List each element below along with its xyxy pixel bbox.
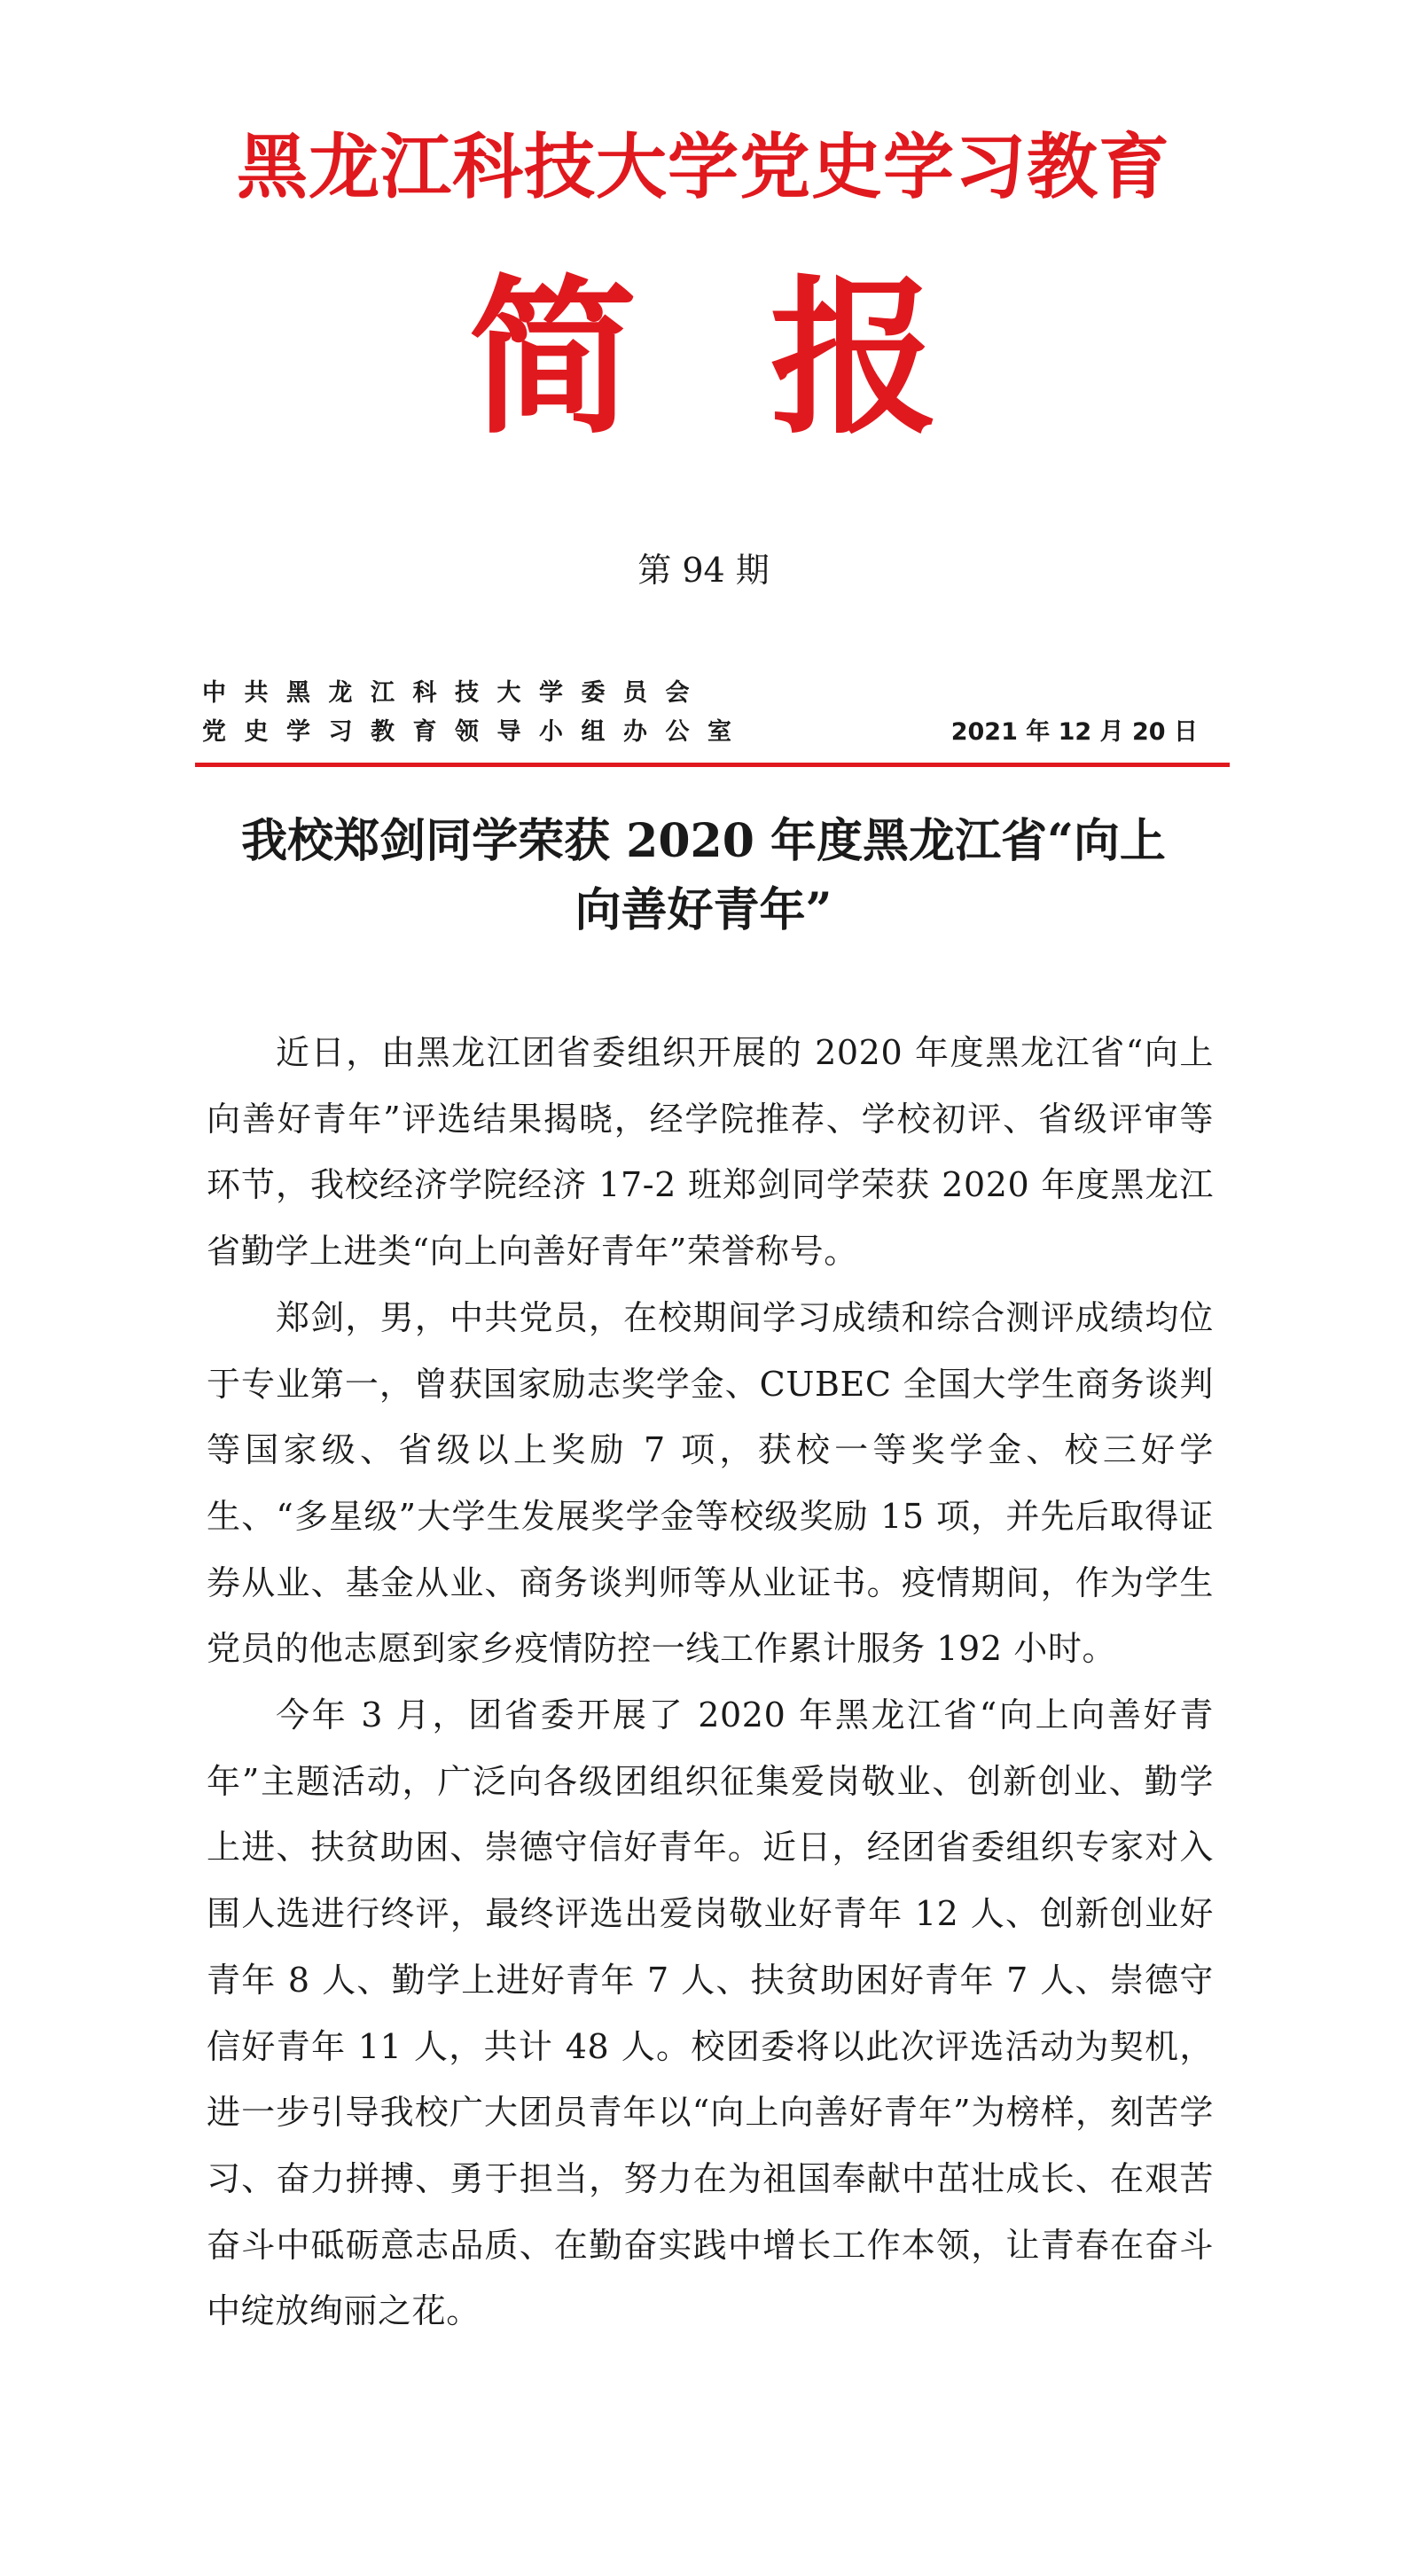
article-paragraph: 近日，由黑龙江团省委组织开展的 2020 年度黑龙江省“向上向善好青年”评选结果揭晓，经学院推荐、学校初评、省级评审等环节，我校经济学院经济 17-2 班郑剑同学荣获 2020 年度黑龙江省勤学上进类“向上向善好青年”荣誉称号。 [207, 1033, 1214, 1272]
newsletter-big-title: 简报 [468, 261, 1072, 457]
newsletter-masthead-title: 黑龙江科技大学党史学习教育 [237, 125, 1170, 208]
article-title: 我校郑剑同学荣获 2020 年度黑龙江省“向上向善好青年” [241, 814, 1166, 937]
article-paragraph: 郑剑，男，中共党员，在校期间学习成绩和综合测评成绩均位于专业第一，曾获国家励志奖学金、CUBEC 全国大学生商务谈判等国家级、省级以上奖励 7 项，获校一等奖学金、校三好学生、“多星级”大学生发展奖学金等校级奖励 15 项，并先后取得证券从业、基金从业、商务谈判师等从业证书。疫情期间，作为学生党员的他志愿到家乡疫情防控一线工作累计服务 192 小时。 [207, 1297, 1214, 1669]
red-divider-rule [195, 763, 1230, 767]
issue-number: 第 94 期 [637, 551, 770, 590]
article-paragraph: 今年 3 月，团省委开展了 2020 年黑龙江省“向上向善好青年”主题活动，广泛向各级团组织征集爱岗敬业、创新创业、勤学上进、扶贫助困、崇德守信好青年。近日，经团省委组织专家对入围人选进行终评，最终评选出爱岗敬业好青年 12 人、创新创业好青年 8 人、勤学上进好青年 7 人、扶贫助困好青年 7 人、崇德守信好青年 11 人，共计 48 人。校团委将以此次评选活动为契机，进一步引导我校广大团员青年以“向上向善好青年”为榜样，刻苦学习、奋力拼搏、勇于担当，努力在为祖国奉献中茁壮成长、在艰苦奋斗中砥砺意志品质、在勤奋实践中增长工作本领，让青春在奋斗中绽放绚丽之花。 [207, 1695, 1214, 2331]
issuer-committee: 中共黑龙江科技大学委员会 [202, 679, 707, 707]
article-body [207, 1020, 1214, 2345]
issue-date: 2021 年 12 月 20 日 [950, 718, 1198, 746]
issuer-office: 党史学习教育领导小组办公室 [202, 718, 750, 746]
